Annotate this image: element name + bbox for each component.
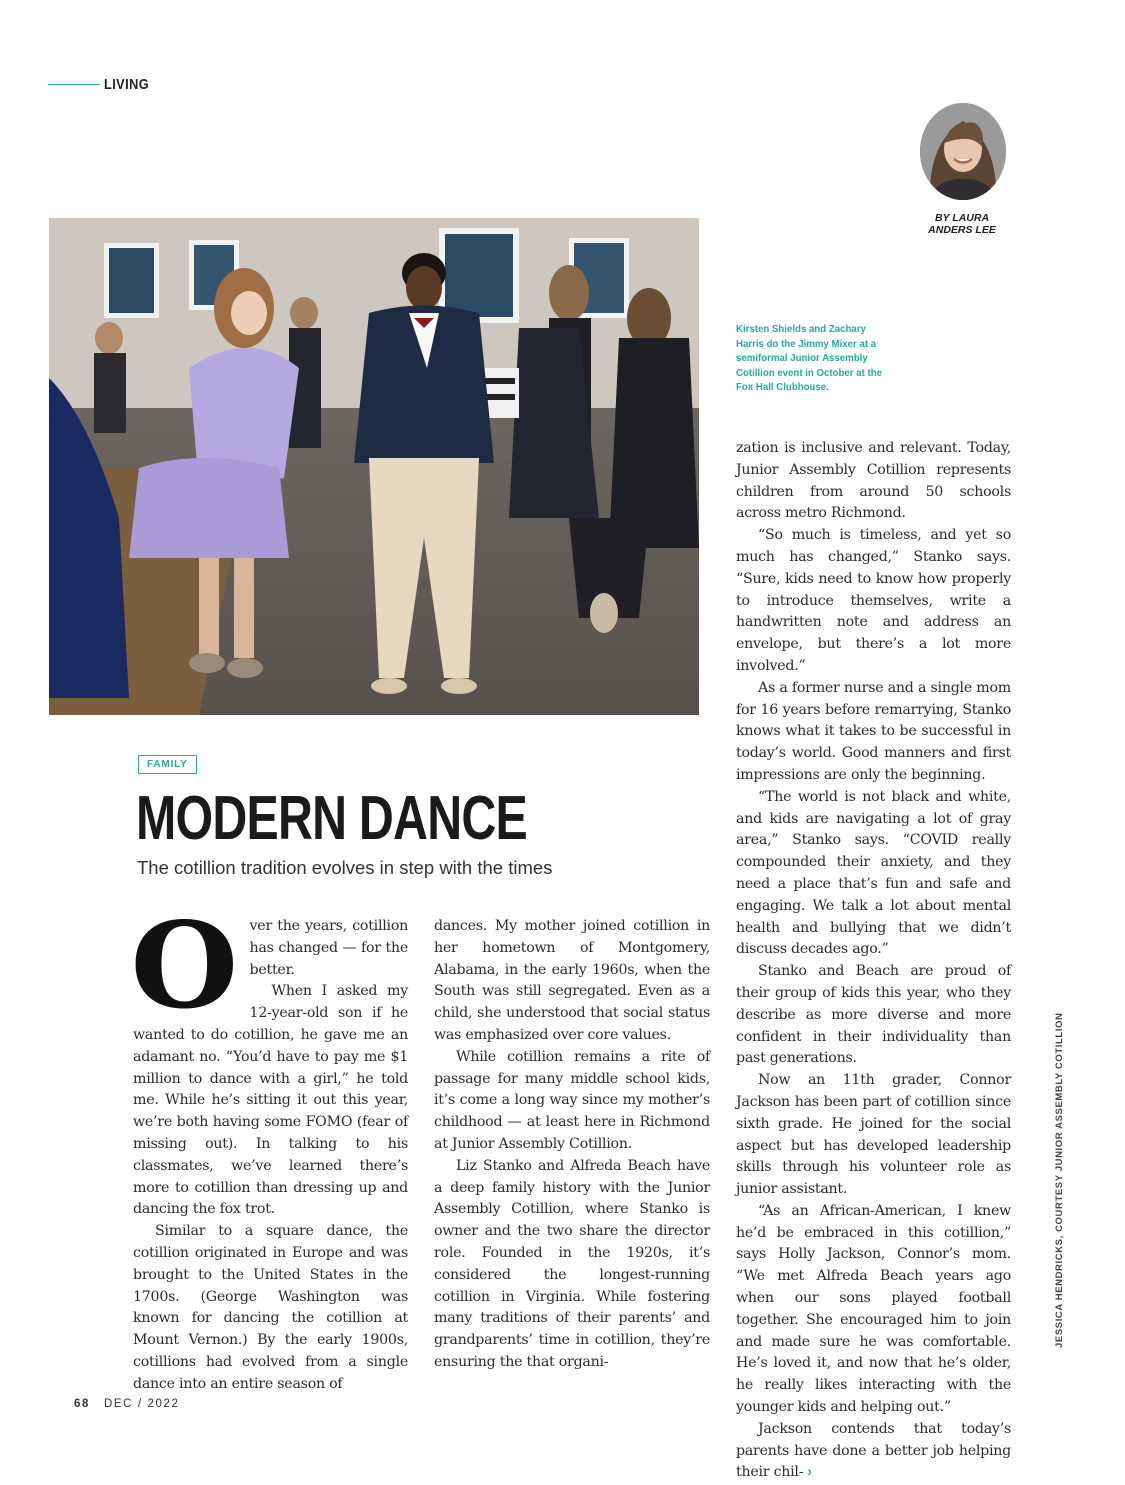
paragraph: Liz Stanko and Alfreda Beach have a deep family history with the Junior Assembly Cotillion, where Stanko is owner and the two share the director role. Founded in the 1920s, it’s considered the longest-running cotillion in Virginia. While fostering many traditions of their parents’ and grandparents’ time in cotillion, they’re ensuring the that organi-	[434, 1157, 710, 1370]
photo-credit: JESSICA HENDRICKS, COURTESY JUNIOR ASSEMBLY COTILLION	[1054, 1012, 1065, 1348]
dek: The cotillion tradition evolves in step with the times	[137, 857, 553, 878]
author-portrait-image	[920, 103, 1006, 200]
paragraph: When I asked my 12-year-old son if he wanted to do cotillion, he gave me an adamant no. “You’d have to pay me $1 million to dance with a girl,” he told me. While he’s sitting it out this year, we’re both having some FOMO (fear of missing out). In talking to his classmates, we’ve learned there’s more to cotillion than dressing up and dancing the fox trot.	[133, 983, 408, 1218]
paragraph: While cotillion remains a rite of passage for many middle school kids, it’s come a long way since my mother’s childhood — at least here in Richmond at Junior Assembly Cotillion.	[434, 1048, 710, 1152]
paragraph: “As an African-American, I knew he’d be embraced in this cotillion,” says Holly Jackson, Connor’s mom. “We met Alfreda Beach years ago when our sons played football together. She encouraged him to join and made sure he was comfortable. He’s loved it, and now that he’s older, he really likes interacting with the younger kids and helping out.”	[736, 1202, 1011, 1416]
paragraph: dances. My mother joined cotillion in her hometown of Montgomery, Alabama, in the early 1960s, when the South was still segregated. Even as a child, she understood that social status was emphasized over core values.	[434, 918, 710, 1043]
byline-line-1: BY LAURA	[934, 212, 990, 224]
paragraph: Now an 11th grader, Connor Jackson has been part of cotillion since sixth grade. He joined for the social aspect but has developed leadership skills through his volunteer role as junior assistant.	[736, 1072, 1011, 1198]
article-column-3	[736, 438, 1011, 1484]
paragraph: zation is inclusive and relevant. Today, Junior Assembly Cotillion represents children from around 50 schools across metro Richmond.	[736, 440, 1011, 522]
article-column-2	[434, 916, 710, 1374]
photo-caption: Kirsten Shields and Zachary Harris do the Jimmy Mixer at a semiformal Junior Assembly Cotillion event in October at the Fox Hall Clubhouse.	[736, 323, 882, 394]
paragraph: “So much is timeless, and yet so much has changed,” Stanko says. “Sure, kids need to know how properly to introduce themselves, write a handwritten note and address an envelope, but there’s a lot more involved.”	[736, 527, 1011, 674]
byline	[900, 212, 1024, 236]
paragraph-last	[736, 1419, 1011, 1484]
folio	[74, 1398, 179, 1410]
main-photo	[49, 218, 699, 715]
continue-arrow-icon: ›	[807, 1464, 812, 1481]
section-rule	[48, 84, 100, 85]
issue-date: DEC / 2022	[104, 1398, 180, 1410]
drop-cap: O	[130, 896, 239, 1035]
author-photo	[920, 103, 1006, 200]
paragraph: As a former nurse and a single mom for 16 years before remarrying, Stanko knows what it takes to be successful in today’s world. Good manners and first impressions are only the beginning.	[736, 679, 1011, 783]
category-tag: FAMILY	[138, 755, 197, 774]
paragraph: Similar to a square dance, the cotillion originated in Europe and was brought to the United States in the 1700s. (George Washington was known for dancing the cotillion at Mount Vernon.) By the early 1900s, cotillions had evolved from a single dance into an entire season of	[133, 1223, 408, 1392]
paragraph: ver the years, cotillion has changed — for the better.	[249, 918, 408, 978]
headline: MODERN DANCE	[136, 784, 527, 853]
page-number: 68	[74, 1398, 90, 1410]
paragraph: Stanko and Beach are proud of their group of kids this year, who they describe as more diverse and more confident in their individuality than past generations.	[736, 963, 1011, 1067]
article-column-1	[130, 896, 408, 1396]
cotillion-dance-photo	[49, 218, 699, 715]
byline-line-2: ANDERS LEE	[928, 224, 996, 236]
paragraph: “The world is not black and white, and kids are navigating a lot of gray area,” Stanko says. “COVID really compounded their anxiety, and they need a place that’s fun and safe and engaging. We talk a lot about mental health and bullying that we didn’t discuss decades ago.”	[736, 788, 1011, 958]
paragraph-text: Jackson contends that today’s parents have done a better job helping their chil-	[736, 1420, 1011, 1481]
section-label-text: LIVING	[104, 76, 150, 93]
section-label	[48, 76, 157, 93]
